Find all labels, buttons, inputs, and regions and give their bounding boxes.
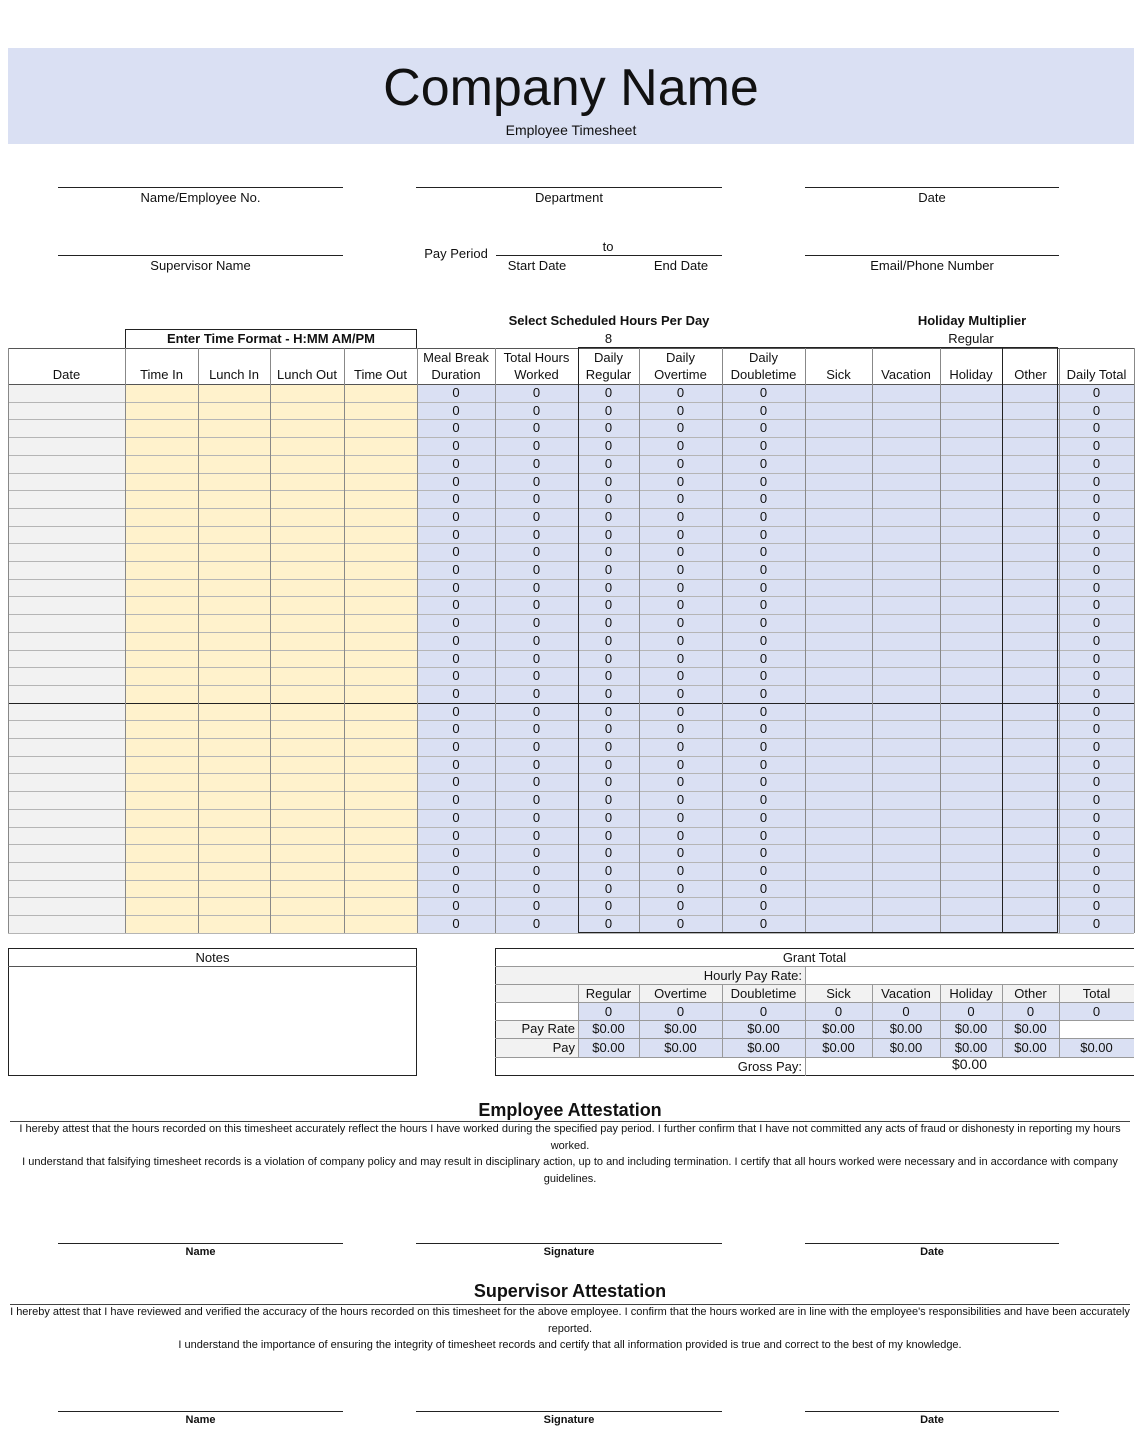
computed-cell: 0 (532, 668, 541, 684)
computed-cell: 0 (676, 739, 685, 754)
totals-pay-rate-input[interactable]: $0.00 (1014, 1021, 1047, 1036)
computed-cell: 0 (676, 402, 685, 418)
computed-cell: 0 (604, 756, 613, 772)
computed-cell: 0 (676, 526, 685, 542)
computed-cell: 0 (1092, 721, 1101, 737)
computed-cell: 0 (1092, 827, 1101, 843)
computed-cell: 0 (532, 774, 541, 790)
column-header: Daily Regular (585, 350, 632, 382)
computed-cell: 0 (604, 845, 613, 861)
employee-signature-field[interactable] (416, 1243, 722, 1244)
employee-attestation-text-1: I hereby attest that the hours recorded on this timesheet accurately reflect the hours I have worked during the specified pay period. I further confirm that I have not committed any acts of fraud or dishonesty in reporting my hours worked. (19, 1123, 1121, 1152)
computed-cell: 0 (676, 579, 685, 595)
computed-cell: 0 (1092, 756, 1101, 772)
computed-cell: 0 (759, 756, 768, 772)
totals-pay-cell: $0.00 (1014, 1040, 1047, 1055)
scheduled-hours-select[interactable]: 8 (604, 331, 613, 346)
computed-cell: 0 (452, 774, 460, 790)
computed-cell: 0 (452, 880, 460, 896)
grant-total-title: Grant Total (782, 950, 847, 965)
computed-cell: 0 (1092, 774, 1101, 790)
totals-column-header: Regular (585, 986, 632, 1001)
employee-attestation-text-2: I understand that falsifying timesheet records is a violation of company policy and may result in disciplinary action, up to and including termination. I certify that all hours worked were necessary and in accordance with company guidelines. (22, 1156, 1118, 1185)
column-fill (872, 384, 940, 933)
computed-cell: 0 (759, 668, 768, 684)
computed-cell: 0 (532, 455, 541, 471)
totals-hours-cell: 0 (1092, 1004, 1101, 1019)
column-divider (1134, 348, 1135, 933)
computed-cell: 0 (676, 685, 685, 701)
column-header: Meal Break Duration (423, 350, 489, 382)
computed-cell: 0 (532, 491, 541, 507)
totals-column-header: Overtime (654, 986, 707, 1001)
computed-cell: 0 (604, 792, 613, 808)
supervisor-attestation-text-1: I hereby attest that I have reviewed and verified the accuracy of the hours recorded on this timesheet for the above employee. I confirm that the hours worked are in line with the employee's responsibilities and have been accurately reported. (10, 1306, 1130, 1335)
supervisor-name-field[interactable] (58, 1411, 343, 1412)
computed-cell: 0 (759, 898, 768, 914)
time-format-label: Enter Time Format - H:MM AM/PM (166, 331, 375, 346)
computed-cell: 0 (676, 880, 685, 896)
to-label: to (602, 239, 614, 254)
computed-cell: 0 (759, 774, 768, 790)
computed-cell: 0 (452, 562, 460, 577)
computed-cell: 0 (604, 739, 613, 754)
computed-cell: 0 (452, 544, 460, 560)
supervisor-signature-label: Signature (543, 1414, 595, 1426)
computed-cell: 0 (604, 508, 613, 524)
totals-column-header: Sick (826, 986, 851, 1001)
computed-cell: 0 (1092, 916, 1101, 931)
totals-column-header: Doubletime (730, 986, 797, 1001)
computed-cell: 0 (676, 544, 685, 560)
name-field[interactable] (58, 187, 343, 188)
computed-cell: 0 (1092, 420, 1101, 436)
computed-cell: 0 (676, 508, 685, 524)
computed-cell: 0 (759, 880, 768, 896)
totals-pay-cell: $0.00 (889, 1040, 923, 1055)
totals-pay-rate-input[interactable]: $0.00 (747, 1021, 780, 1036)
computed-cell: 0 (759, 809, 768, 825)
computed-cell: 0 (676, 420, 685, 436)
computed-cell: 0 (452, 402, 460, 418)
computed-cell: 0 (532, 703, 541, 719)
header-banner (8, 48, 1134, 144)
computed-cell: 0 (1092, 491, 1101, 507)
computed-cell: 0 (759, 703, 768, 719)
supervisor-field[interactable] (58, 255, 343, 256)
holiday-multiplier-label: Holiday Multiplier (917, 313, 1027, 328)
totals-column-header: Holiday (949, 986, 993, 1001)
totals-pay-cell: $0.00 (592, 1040, 625, 1055)
computed-cell: 0 (759, 739, 768, 754)
employee-date-field[interactable] (805, 1243, 1059, 1244)
computed-cell: 0 (532, 862, 541, 878)
table-row (8, 933, 1134, 934)
holiday-multiplier-select[interactable]: Regular (948, 331, 994, 346)
computed-cell: 0 (532, 402, 541, 418)
totals-hours-cell: 0 (967, 1004, 975, 1019)
totals-column-header: Vacation (881, 986, 931, 1001)
computed-cell: 0 (604, 827, 613, 843)
computed-cell: 0 (759, 685, 768, 701)
computed-cell: 0 (532, 615, 541, 631)
computed-cell: 0 (452, 827, 460, 843)
computed-cell: 0 (759, 473, 768, 489)
totals-hours-cell: 0 (902, 1004, 910, 1019)
computed-cell: 0 (1092, 615, 1101, 631)
computed-cell: 0 (532, 562, 541, 577)
computed-cell: 0 (1092, 508, 1101, 524)
department-field[interactable] (416, 187, 722, 188)
column-fill (940, 384, 1002, 933)
computed-cell: 0 (532, 898, 541, 914)
date-label: Date (918, 190, 946, 205)
computed-cell: 0 (676, 721, 685, 737)
computed-cell: 0 (452, 756, 460, 772)
computed-cell: 0 (532, 845, 541, 861)
computed-cell: 0 (452, 898, 460, 914)
computed-cell: 0 (1092, 632, 1101, 648)
column-header: Total Hours Worked (503, 350, 570, 382)
computed-cell: 0 (532, 473, 541, 489)
computed-cell: 0 (452, 526, 460, 542)
column-header: Daily Doubletime (730, 350, 797, 382)
column-fill (1002, 384, 1059, 933)
supervisor-date-field[interactable] (805, 1411, 1059, 1412)
totals-pay-rate-input[interactable]: $0.00 (592, 1021, 625, 1036)
totals-hours-cell: 0 (759, 1004, 768, 1019)
computed-cell: 0 (452, 862, 460, 878)
computed-cell: 0 (759, 632, 768, 648)
computed-cell: 0 (532, 809, 541, 825)
computed-cell: 0 (452, 845, 460, 861)
computed-cell: 0 (676, 756, 685, 772)
computed-cell: 0 (604, 473, 613, 489)
computed-cell: 0 (604, 916, 613, 931)
computed-cell: 0 (604, 703, 613, 719)
start-date-label: Start Date (507, 258, 567, 273)
column-fill (805, 384, 872, 933)
column-fill (125, 384, 198, 933)
totals-hours-cell: 0 (1026, 1004, 1035, 1019)
computed-cell: 0 (1092, 809, 1101, 825)
computed-cell: 0 (452, 420, 460, 436)
employee-attestation-title: Employee Attestation (478, 1100, 662, 1120)
computed-cell: 0 (759, 526, 768, 542)
computed-cell: 0 (604, 562, 613, 577)
column-header: Holiday (949, 367, 993, 382)
computed-cell: 0 (676, 455, 685, 471)
supervisor-signature-field[interactable] (416, 1411, 722, 1412)
computed-cell: 0 (1092, 862, 1101, 878)
computed-cell: 0 (759, 845, 768, 861)
pay-period-field[interactable] (496, 255, 722, 256)
computed-cell: 0 (1092, 526, 1101, 542)
computed-cell: 0 (759, 491, 768, 507)
header-top-rule (8, 348, 1134, 349)
computed-cell: 0 (604, 880, 613, 896)
computed-cell: 0 (604, 385, 613, 400)
computed-cell: 0 (452, 685, 460, 701)
computed-cell: 0 (532, 579, 541, 595)
computed-cell: 0 (1092, 703, 1101, 719)
computed-cell: 0 (676, 385, 685, 400)
column-header: Date (52, 367, 81, 382)
computed-cell: 0 (532, 385, 541, 400)
column-fill (344, 384, 417, 933)
computed-cell: 0 (452, 491, 460, 507)
computed-cell: 0 (604, 632, 613, 648)
pay-label: Pay (552, 1040, 575, 1055)
computed-cell: 0 (759, 916, 768, 931)
supervisor-label: Supervisor Name (150, 258, 251, 273)
computed-cell: 0 (676, 827, 685, 843)
computed-cell: 0 (1092, 685, 1101, 701)
computed-cell: 0 (759, 650, 768, 666)
computed-cell: 0 (676, 792, 685, 808)
totals-pay-rate-input[interactable]: $0.00 (822, 1021, 855, 1036)
sheet-subtitle: Employee Timesheet (505, 122, 637, 138)
computed-cell: 0 (532, 650, 541, 666)
computed-cell: 0 (676, 562, 685, 577)
computed-cell: 0 (452, 615, 460, 631)
computed-cell: 0 (1092, 544, 1101, 560)
computed-cell: 0 (676, 898, 685, 914)
computed-cell: 0 (1092, 880, 1101, 896)
computed-cell: 0 (604, 650, 613, 666)
totals-row (495, 1038, 1134, 1039)
computed-cell: 0 (759, 597, 768, 613)
computed-cell: 0 (604, 721, 613, 737)
computed-cell: 0 (452, 455, 460, 471)
totals-hours-cell: 0 (604, 1004, 613, 1019)
computed-cell: 0 (759, 562, 768, 577)
computed-cell: 0 (604, 898, 613, 914)
column-header: Time In (140, 367, 183, 382)
email-label: Email/Phone Number (870, 258, 994, 273)
scheduled-hours-label: Select Scheduled Hours Per Day (508, 313, 710, 328)
column-header: Lunch Out (277, 367, 337, 382)
computed-cell: 0 (604, 668, 613, 684)
totals-pay-cell: $0.00 (822, 1040, 855, 1055)
computed-cell: 0 (532, 916, 541, 931)
computed-cell: 0 (452, 668, 460, 684)
computed-cell: 0 (759, 862, 768, 878)
computed-cell: 0 (759, 792, 768, 808)
employee-date-label: Date (920, 1246, 944, 1258)
computed-cell: 0 (676, 597, 685, 613)
computed-cell: 0 (759, 402, 768, 418)
column-fill (8, 384, 125, 933)
computed-cell: 0 (759, 827, 768, 843)
computed-cell: 0 (676, 438, 685, 454)
column-header: Sick (826, 367, 851, 382)
computed-cell: 0 (676, 491, 685, 507)
computed-cell: 0 (452, 739, 460, 754)
computed-cell: 0 (1092, 385, 1101, 400)
computed-cell: 0 (1092, 562, 1101, 577)
computed-cell: 0 (759, 385, 768, 400)
column-header: Vacation (881, 367, 931, 382)
column-fill (270, 384, 344, 933)
computed-cell: 0 (676, 916, 685, 931)
column-header: Daily Overtime (654, 350, 707, 382)
computed-cell: 0 (452, 438, 460, 454)
computed-cell: 0 (676, 845, 685, 861)
computed-cell: 0 (604, 597, 613, 613)
computed-cell: 0 (759, 438, 768, 454)
computed-cell: 0 (452, 703, 460, 719)
totals-column-header: Other (1014, 986, 1047, 1001)
computed-cell: 0 (1092, 597, 1101, 613)
name-label: Name/Employee No. (140, 190, 261, 205)
computed-cell: 0 (532, 508, 541, 524)
computed-cell: 0 (1092, 668, 1101, 684)
notes-divider (8, 966, 417, 967)
computed-cell: 0 (452, 385, 460, 400)
computed-cell: 0 (532, 544, 541, 560)
computed-cell: 0 (1092, 650, 1101, 666)
computed-cell: 0 (1092, 438, 1101, 454)
computed-cell: 0 (1092, 473, 1101, 489)
computed-cell: 0 (452, 632, 460, 648)
computed-cell: 0 (676, 862, 685, 878)
totals-row (495, 1002, 1134, 1003)
computed-cell: 0 (1092, 898, 1101, 914)
employee-name-label: Name (185, 1246, 216, 1258)
computed-cell: 0 (532, 632, 541, 648)
computed-cell: 0 (759, 579, 768, 595)
totals-row (495, 984, 1134, 985)
computed-cell: 0 (759, 615, 768, 631)
notes-box[interactable] (8, 948, 417, 1076)
computed-cell: 0 (532, 756, 541, 772)
date-field[interactable] (805, 187, 1059, 188)
computed-cell: 0 (452, 792, 460, 808)
column-header: Daily Total (1066, 367, 1127, 382)
computed-cell: 0 (604, 455, 613, 471)
computed-cell: 0 (452, 508, 460, 524)
computed-cell: 0 (676, 809, 685, 825)
computed-cell: 0 (604, 491, 613, 507)
computed-cell: 0 (452, 650, 460, 666)
computed-cell: 0 (676, 473, 685, 489)
computed-cell: 0 (676, 774, 685, 790)
totals-hours-cell: 0 (834, 1004, 843, 1019)
totals-pay-cell: $0.00 (954, 1040, 988, 1055)
computed-cell: 0 (532, 438, 541, 454)
totals-pay-rate-input[interactable]: $0.00 (664, 1021, 697, 1036)
employee-signature-label: Signature (543, 1246, 595, 1258)
computed-cell: 0 (532, 526, 541, 542)
computed-cell: 0 (532, 685, 541, 701)
computed-cell: 0 (604, 862, 613, 878)
computed-cell: 0 (676, 650, 685, 666)
rate-divider (805, 966, 806, 984)
end-date-label: End Date (653, 258, 709, 273)
computed-cell: 0 (759, 508, 768, 524)
totals-row (495, 966, 1134, 967)
computed-cell: 0 (604, 526, 613, 542)
totals-pay-cell: $0.00 (664, 1040, 697, 1055)
totals-pay-cell: $0.00 (747, 1040, 780, 1055)
employee-name-field[interactable] (58, 1243, 343, 1244)
computed-cell: 0 (759, 721, 768, 737)
computed-cell: 0 (604, 420, 613, 436)
hourly-rate-label: Hourly Pay Rate: (703, 968, 802, 983)
computed-cell: 0 (452, 721, 460, 737)
company-name[interactable]: Company Name (383, 59, 759, 117)
totals-pay-cell: $0.00 (1080, 1040, 1113, 1055)
supervisor-date-label: Date (920, 1414, 944, 1426)
computed-cell: 0 (676, 668, 685, 684)
computed-cell: 0 (532, 739, 541, 754)
computed-cell: 0 (1092, 579, 1101, 595)
column-header: Other (1014, 367, 1047, 382)
computed-cell: 0 (1092, 739, 1101, 754)
computed-cell: 0 (1092, 455, 1101, 471)
computed-cell: 0 (604, 685, 613, 701)
notes-label: Notes (195, 950, 230, 965)
computed-cell: 0 (1092, 792, 1101, 808)
totals-pay-rate-input[interactable]: $0.00 (889, 1021, 923, 1036)
computed-cell: 0 (604, 579, 613, 595)
department-label: Department (535, 190, 603, 205)
supervisor-name-label: Name (185, 1414, 216, 1426)
computed-cell: 0 (676, 615, 685, 631)
computed-cell: 0 (759, 420, 768, 436)
column-header: Lunch In (209, 367, 259, 382)
computed-cell: 0 (604, 615, 613, 631)
computed-cell: 0 (532, 880, 541, 896)
computed-cell: 0 (452, 579, 460, 595)
computed-cell: 0 (452, 473, 460, 489)
computed-cell: 0 (532, 827, 541, 843)
computed-cell: 0 (532, 420, 541, 436)
supervisor-attestation-title: Supervisor Attestation (473, 1281, 667, 1301)
gross-pay-label: Gross Pay: (737, 1059, 802, 1074)
computed-cell: 0 (759, 455, 768, 471)
computed-cell: 0 (604, 809, 613, 825)
totals-column-header: Total (1082, 986, 1111, 1001)
computed-cell: 0 (532, 721, 541, 737)
totals-pay-rate-input[interactable]: $0.00 (954, 1021, 988, 1036)
computed-cell: 0 (604, 544, 613, 560)
computed-cell: 0 (604, 402, 613, 418)
pay-period-label: Pay Period (424, 246, 488, 261)
gross-pay-value: $0.00 (951, 1056, 988, 1072)
computed-cell: 0 (759, 544, 768, 560)
computed-cell: 0 (676, 703, 685, 719)
computed-cell: 0 (452, 809, 460, 825)
computed-cell: 0 (604, 438, 613, 454)
column-header: Time Out (354, 367, 407, 382)
supervisor-attestation-text-2: I understand the importance of ensuring the integrity of timesheet records and certify that all information provided is true and correct to the best of my knowledge. (178, 1339, 962, 1351)
email-field[interactable] (805, 255, 1059, 256)
totals-hours-cell: 0 (676, 1004, 685, 1019)
computed-cell: 0 (452, 597, 460, 613)
computed-cell: 0 (532, 792, 541, 808)
pay-rate-label: Pay Rate (521, 1021, 575, 1036)
computed-cell: 0 (604, 774, 613, 790)
computed-cell: 0 (676, 632, 685, 648)
computed-cell: 0 (1092, 845, 1101, 861)
computed-cell: 0 (452, 916, 460, 931)
computed-cell: 0 (532, 597, 541, 613)
computed-cell: 0 (1092, 402, 1101, 418)
column-fill (198, 384, 270, 933)
